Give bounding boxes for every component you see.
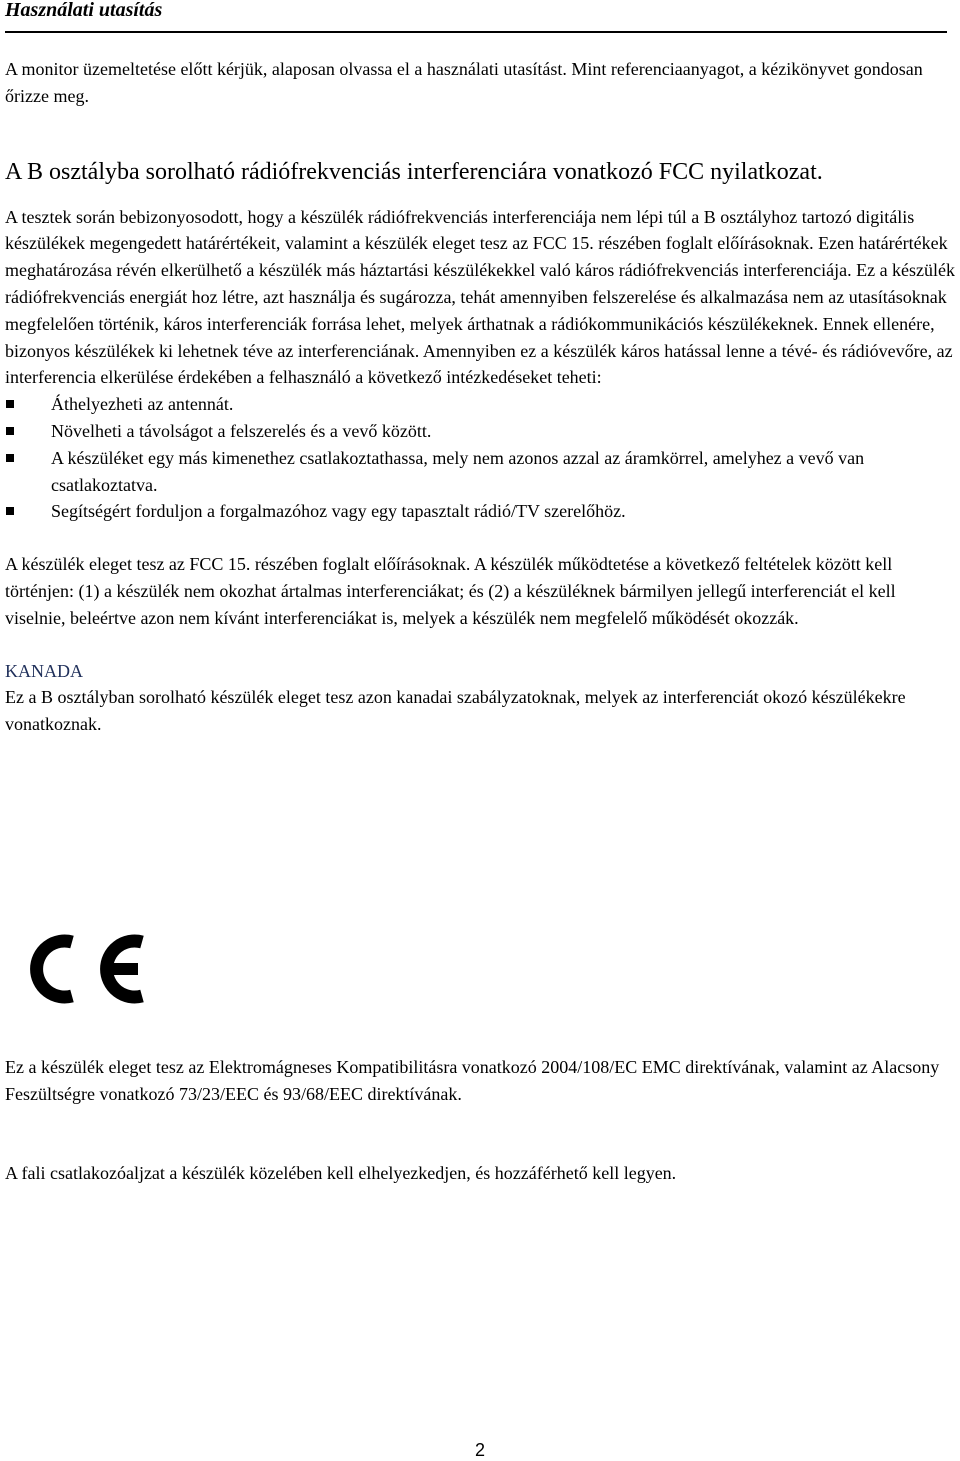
list-item [5, 391, 960, 418]
list-item-text: A készüléket egy más kimenethez csatlakoztathassa, mely nem azonos azzal az áramkörrel, amelyhez a vevő van csatlakoztatva. [51, 447, 865, 495]
document-content [5, 56, 960, 738]
intro-paragraph: A monitor üzemeltetése előtt kérjük, alaposan olvassa el a használati utasítást. Mint referenciaanyagot, a kézikönyvet gondosan őrizze meg. [5, 59, 923, 106]
ce-compliance-paragraph: Ez a készülék eleget tesz az Elektromágneses Kompatibilitásra vonatkozó 2004/108/EC EMC direktívának, valamint az Alacsony Feszültségre vonatkozó 73/23/EEC és 93/68/EEC direktívának. [5, 1057, 940, 1104]
fcc-body-paragraph: A tesztek során bebizonyosodott, hogy a készülék rádiófrekvenciás interferenciája nem lépi túl a B osztályhoz tartozó digitális készülékek megengedett határértékeit, valamint a készülék eleget tesz az FCC 15. részében foglalt előírásoknak. Ezen határértékek meghatározása révén elkerülhető a készülék más háztartási készülékekkel való káros rádiófrekvenciás interferenciája. Ez a készülék rádiófrekvenciás energiát hoz létre, azt használja és sugározza, tehát amennyiben felszerelése és alkalmazása nem az utasításoknak megfelelően történik, káros interferenciák forrása lehet, melyek árthatnak a rádiókommunikációs készülékeknek. Ennek ellenére, bizonyos készülékek ki lehetnek téve az interferenciának. Amennyiben ez a készülék káros hatással lenne a tévé- és rádióvevőre, az interferencia elkerülése érdekében a felhasználó a következő intézkedéseket teheti: [5, 206, 956, 388]
square-bullet-icon [6, 427, 14, 435]
list-item [5, 418, 960, 445]
list-item-text: Áthelyezheti az antennát. [51, 394, 234, 415]
canada-paragraph: Ez a B osztályban sorolható készülék eleget tesz azon kanadai szabályzatoknak, melyek az interferenciát okozó készülékekre vonatkoznak. [5, 687, 906, 735]
canada-heading: KANADA [5, 660, 83, 681]
ce-mark-icon [14, 934, 148, 1004]
list-item-text: Növelheti a távolságot a felszerelés és a vevő között. [51, 420, 432, 441]
fcc-compliance-paragraph: A készülék eleget tesz az FCC 15. részében foglalt előírásoknak. A készülék működtetése a következő feltételek között kell történjen: (1) a készülék nem okozhat ártalmas interferenciákat; és (2) a készüléknek bármilyen jellegű interferenciát el kell viselnie, beleértve azon nem kívánt interferenciákat is, melyek a készülék nem megfelelő működését okozzák. [5, 554, 896, 628]
list-item [5, 498, 960, 525]
fcc-heading: A B osztályba sorolható rádiófrekvenciás interferenciára vonatkozó FCC nyilatkozat. [5, 158, 823, 185]
square-bullet-icon [6, 454, 14, 462]
page-header [5, 0, 947, 33]
page-header-title: Használati utasítás [5, 0, 163, 21]
square-bullet-icon [6, 400, 14, 408]
list-item-text: Segítségért forduljon a forgalmazóhoz vagy egy tapasztalt rádió/TV szerelőhöz. [51, 501, 626, 522]
square-bullet-icon [6, 507, 14, 515]
list-item [5, 445, 960, 499]
fcc-measures-list [5, 391, 960, 525]
page-number: 2 [474, 1440, 485, 1460]
socket-note-paragraph: A fali csatlakozóaljzat a készülék közelében kell elhelyezkedjen, és hozzáférhető kell legyen. [5, 1163, 677, 1183]
